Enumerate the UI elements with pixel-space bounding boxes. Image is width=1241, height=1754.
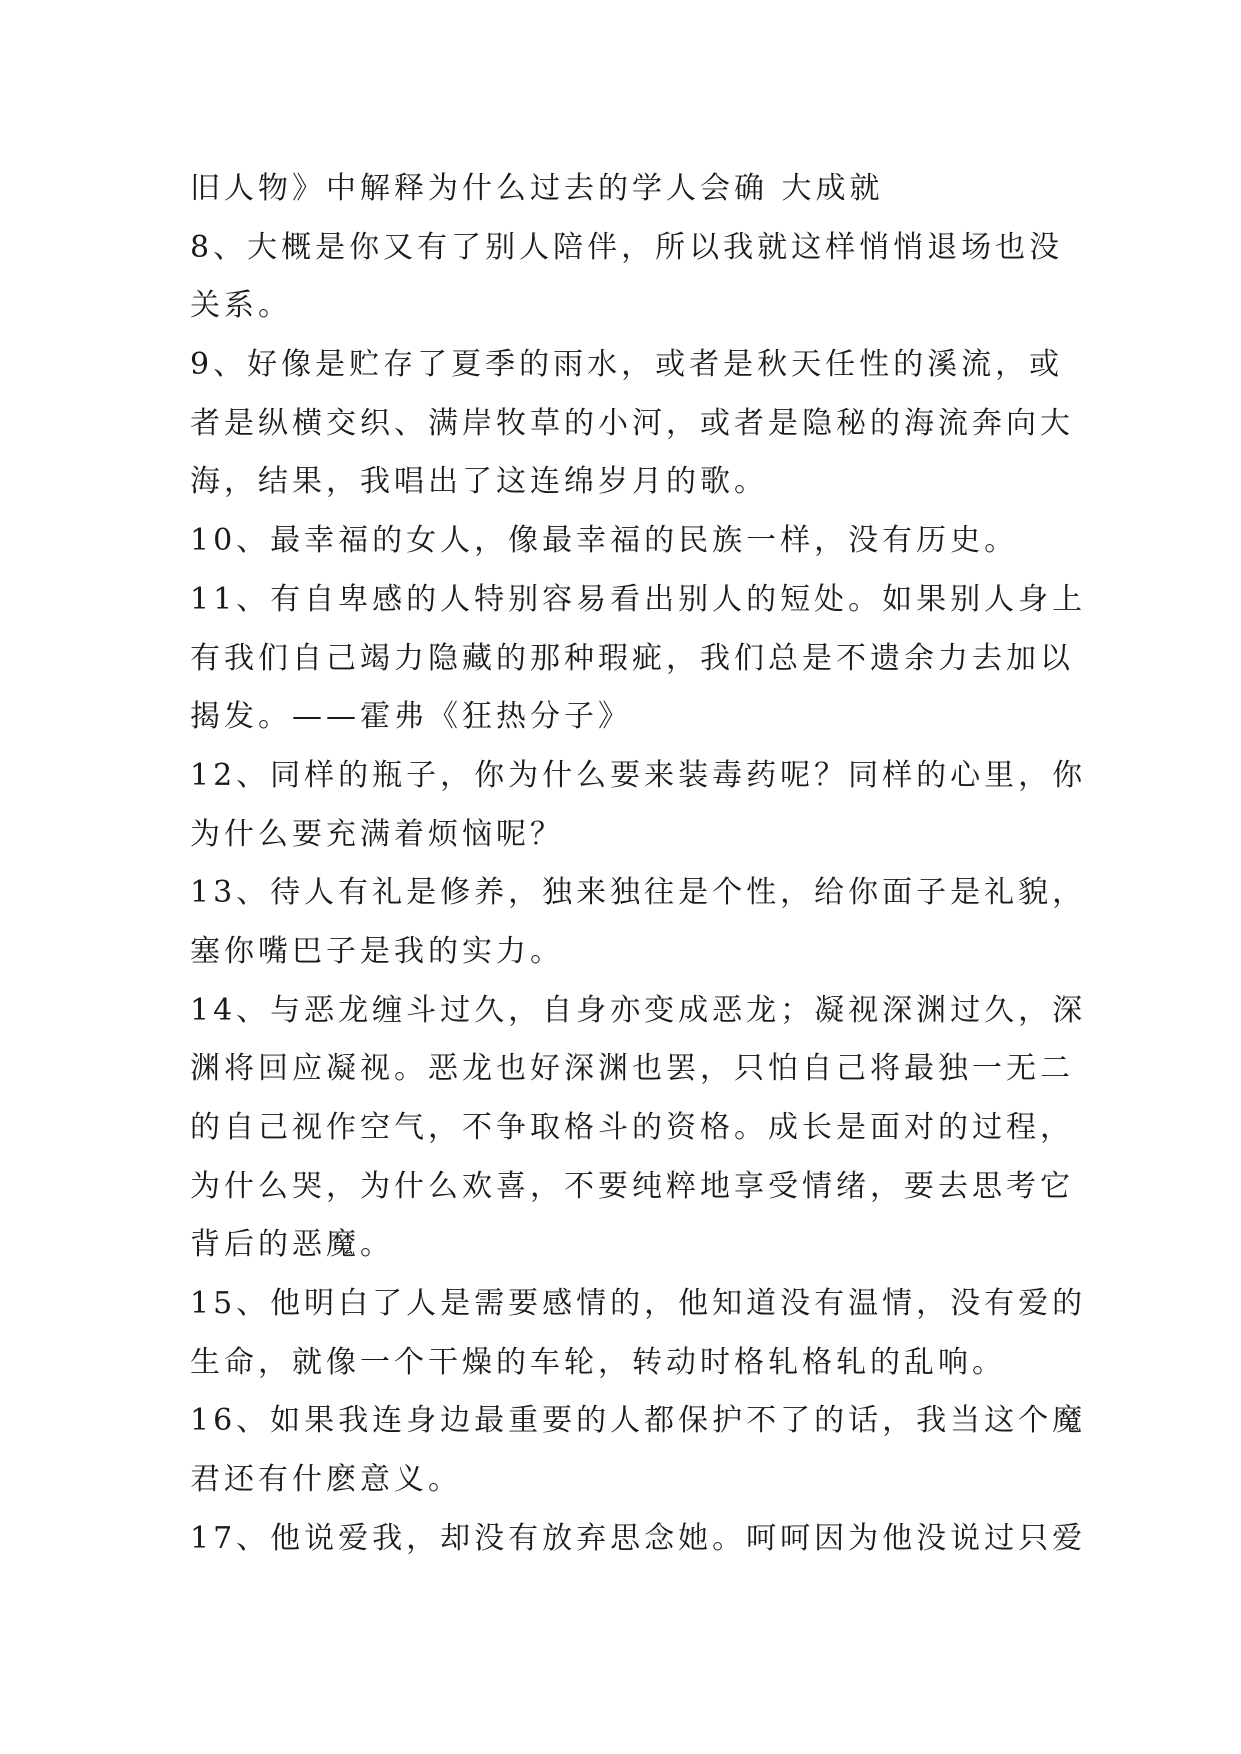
text-line: 15、他明白了人是需要感情的，他知道没有温情，没有爱的 (190, 1286, 1087, 1322)
text-line: 11、有自卑感的人特别容易看出别人的短处。如果别人身上 (190, 581, 1087, 617)
text-line: 为什么哭，为什么欢喜，不要纯粹地享受情绪，要去思考它 (190, 1168, 1074, 1204)
text-line: 17、他说爱我，却没有放弃思念她。呵呵因为他没说过只爱 (190, 1520, 1087, 1556)
text-line: 9、好像是贮存了夏季的雨水，或者是秋天任性的溪流，或 (190, 347, 1064, 383)
text-line: 旧人物》中解释为什么过去的学人会确 大成就 (190, 171, 884, 206)
text-line: 海，结果，我唱出了这连绵岁月的歌。 (190, 464, 768, 500)
text-line: 12、同样的瓶子，你为什么要来装毒药呢？同样的心里，你 (190, 757, 1087, 793)
text-line: 为什么要充满着烦恼呢？ (190, 816, 564, 852)
text-line: 者是纵横交织、满岸牧草的小河，或者是隐秘的海流奔向大 (190, 405, 1074, 441)
text-line: 塞你嘴巴子是我的实力。 (190, 933, 564, 969)
text-line: 生命，就像一个干燥的车轮，转动时格轧格轧的乱响。 (190, 1344, 1006, 1380)
text-line: 的自己视作空气，不争取格斗的资格。成长是面对的过程， (190, 1110, 1074, 1145)
text-line: 渊将回应凝视。恶龙也好深渊也罢，只怕自己将最独一无二 (190, 1051, 1074, 1087)
text-line: 8、大概是你又有了别人陪伴，所以我就这样悄悄退场也没 (190, 229, 1064, 265)
text-line: 14、与恶龙缠斗过久，自身亦变成恶龙；凝视深渊过久，深 (190, 992, 1087, 1028)
document-page (190, 160, 1087, 1569)
text-line: 君还有什麽意义。 (190, 1462, 462, 1498)
text-line: 10、最幸福的女人，像最幸福的民族一样，没有历史。 (190, 523, 1019, 559)
text-line: 背后的恶魔。 (190, 1227, 394, 1263)
text-line: 关系。 (190, 288, 292, 324)
text-line: 16、如果我连身边最重要的人都保护不了的话，我当这个魔 (190, 1403, 1087, 1439)
text-line: 揭发。——霍弗《狂热分子》 (190, 699, 632, 735)
text-line: 有我们自己竭力隐藏的那种瑕疵，我们总是不遗余力去加以 (190, 640, 1074, 676)
text-line: 13、待人有礼是修养，独来独往是个性，给你面子是礼貌， (190, 875, 1087, 911)
